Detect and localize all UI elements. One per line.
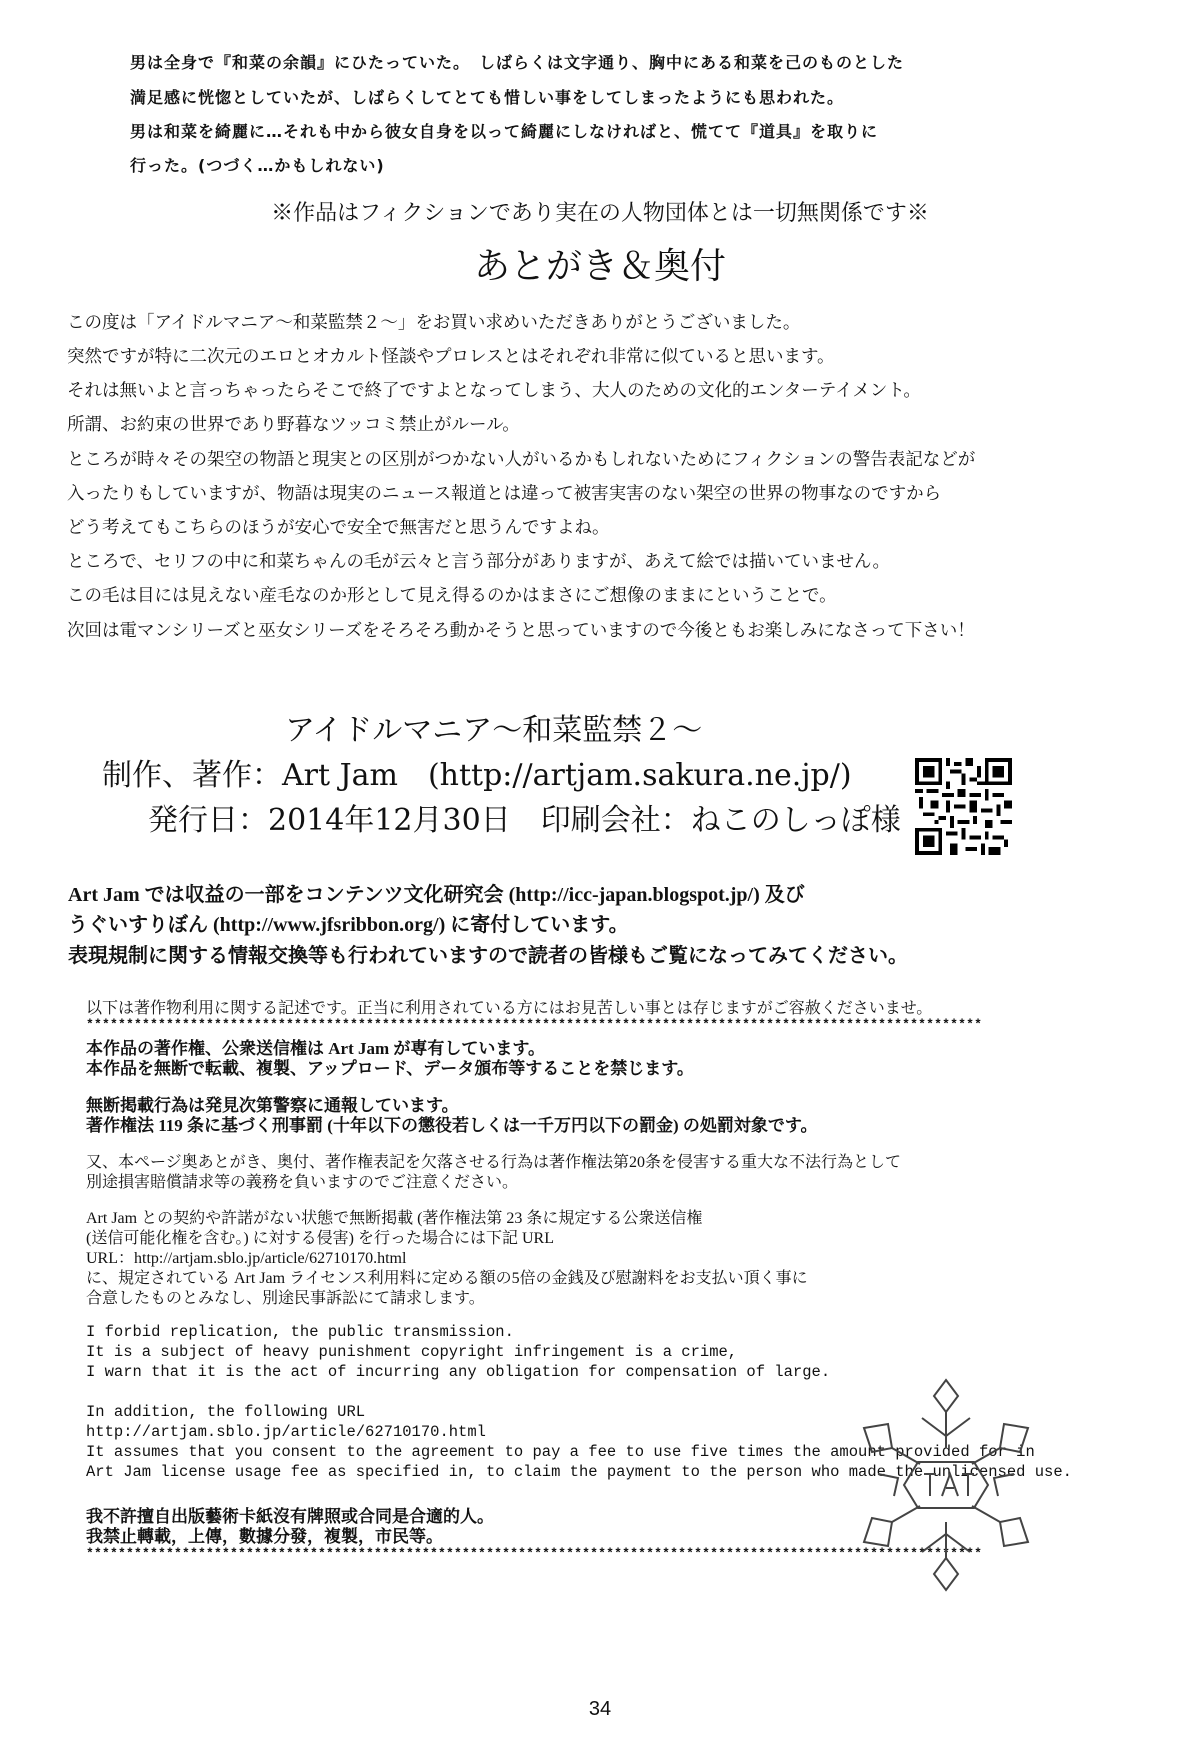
afterword-line: ところで、セリフの中に和菜ちゃんの毛が云々と言う部分がありますが、あえて絵では描いていません。: [67, 552, 891, 572]
removal-line: 又、本ページ奥あとがき、奥付、著作権表記を欠落させる行為は著作権法第20条を侵害する重大な不法行為として: [86, 1154, 902, 1171]
license-line: に、規定されている Art Jam ライセンス利用料に定める額の5倍の金銭及び慰謝料をお支払い頂く事に: [86, 1270, 808, 1287]
colophon-author: 制作、著作：Art Jam (http://artjam.sakura.ne.jp/): [102, 758, 852, 793]
afterword-line: この毛は目には見えない産毛なのか形として見え得るのかはまさにご想像のままにということで。: [67, 586, 837, 606]
donation-line: 表現規制に関する情報交換等も行われていますので読者の皆様もご覧になってみてください。: [68, 945, 908, 967]
afterword-line: どう考えてもこちらのほうが安心で安全で無害だと思うんですよね。: [67, 518, 610, 538]
removal-line: 別途損害賠償請求等の義務を負いますのでご注意ください。: [86, 1174, 519, 1191]
divider-stars: ****************************************************************************************************************: [86, 1017, 983, 1032]
story-line: 男は全身で『和菜の余韻』にひたっていた。 しばらくは文字通り、胸中にある和菜を己のものとした: [130, 53, 905, 72]
english-notice-line: It assumes that you consent to the agreement to pay a fee to use five times the amount provided for in: [86, 1443, 1035, 1461]
license-url: URL：http://artjam.sblo.jp/article/62710170.html: [86, 1250, 407, 1267]
warning-line: 著作権法 119 条に基づく刑事罰 (十年以下の懲役若しくは一千万円以下の罰金) の処罰対象です。: [86, 1116, 818, 1135]
afterword-heading: あとがき＆奥付: [473, 246, 726, 287]
donation-line: うぐいすりぼん (http://www.jfsribbon.org/) に寄付しています。: [68, 914, 629, 936]
license-line: 合意したものとみなし、別途民事訴訟にて請求します。: [86, 1290, 485, 1307]
english-notice-line: I forbid replication, the public transmission.: [86, 1323, 514, 1341]
afterword-line: 所謂、お約束の世界であり野暮なツッコミ禁止がルール。: [67, 415, 520, 435]
story-line: 男は和菜を綺麗に…それも中から彼女自身を以って綺麗にしなければと、慌てて『道具』を取りに: [130, 122, 879, 141]
english-notice-line: In addition, the following URL: [86, 1403, 366, 1421]
colophon-date: 発行日：2014年12月30日 印刷会社：ねこのしっぽ様: [148, 803, 901, 838]
donation-line: Art Jam では収益の一部をコンテンツ文化研究会 (http://icc-japan.blogspot.jp/) 及び: [68, 884, 805, 906]
colophon-title: アイドルマニア～和菜監禁２～: [285, 713, 703, 748]
english-notice-url: http://artjam.sblo.jp/article/62710170.html: [86, 1423, 486, 1441]
story-line: 行った。(つづく…かもしれない): [130, 156, 385, 175]
chinese-notice-line: 我不許擅自出版藝術卡紙沒有牌照或合同是合適的人。: [86, 1507, 494, 1526]
afterword-line: 入ったりもしていますが、物語は現実のニュース報道とは違って被害実害のない架空の世界の物事なのですから: [67, 484, 942, 504]
afterword-line: 次回は電マンシリーズと巫女シリーズをそろそろ動かそうと思っていますので今後ともお楽しみになさって下さい！: [67, 621, 975, 641]
english-notice-line: I warn that it is the act of incurring any obligation for compensation of large.: [86, 1363, 831, 1381]
chinese-notice-line: 我禁止轉載，上傳，數據分發，複製，市民等。: [86, 1527, 443, 1546]
page-number: 34: [588, 1698, 612, 1720]
qr-code-icon: [915, 758, 1012, 855]
copyright-line: 本作品を無断で転載、複製、アップロード、データ頒布等することを禁じます。: [86, 1059, 694, 1078]
legal-intro: 以下は著作物利用に関する記述です。正当に利用されている方にはお見苦しい事とは存じますがご容赦くださいませ。: [86, 1000, 933, 1017]
story-line: 満足感に恍惚としていたが、しばらくしてとても惜しい事をしてしまったようにも思われた。: [130, 88, 845, 107]
fiction-disclaimer: ※作品はフィクションであり実在の人物団体とは一切無関係です※: [271, 201, 929, 226]
english-notice-line: It is a subject of heavy punishment copyright infringement is a crime,: [86, 1343, 738, 1361]
afterword-line: ところが時々その架空の物語と現実との区別がつかない人がいるかもしれないためにフィクションの警告表記などが: [67, 450, 976, 470]
warning-line: 無断掲載行為は発見次第警察に通報しています。: [86, 1096, 459, 1115]
license-line: Art Jam との契約や許諾がない状態で無断掲載 (著作権法第 23 条に規定する公衆送信権: [86, 1210, 703, 1227]
license-line: (送信可能化権を含む。) に対する侵害) を行った場合には下記 URL: [86, 1230, 554, 1247]
copyright-line: 本作品の著作権、公衆送信権は Art Jam が専有しています。: [86, 1039, 546, 1058]
divider-stars: ****************************************************************************************************************: [86, 1546, 983, 1561]
english-notice-line: Art Jam license usage fee as specified in, to claim the payment to the person who made the unlicensed use.: [86, 1463, 1072, 1481]
afterword-line: それは無いよと言っちゃったらそこで終了ですよとなってしまう、大人のための文化的エンターテイメント。: [67, 381, 921, 401]
afterword-line: 突然ですが特に二次元のエロとオカルト怪談やプロレスとはそれぞれ非常に似ていると思います。: [67, 347, 835, 367]
afterword-line: この度は「アイドルマニア～和菜監禁２～」をお買い求めいただきありがとうございました。: [67, 313, 801, 333]
snowflake-logo-icon: [858, 1378, 1034, 1592]
